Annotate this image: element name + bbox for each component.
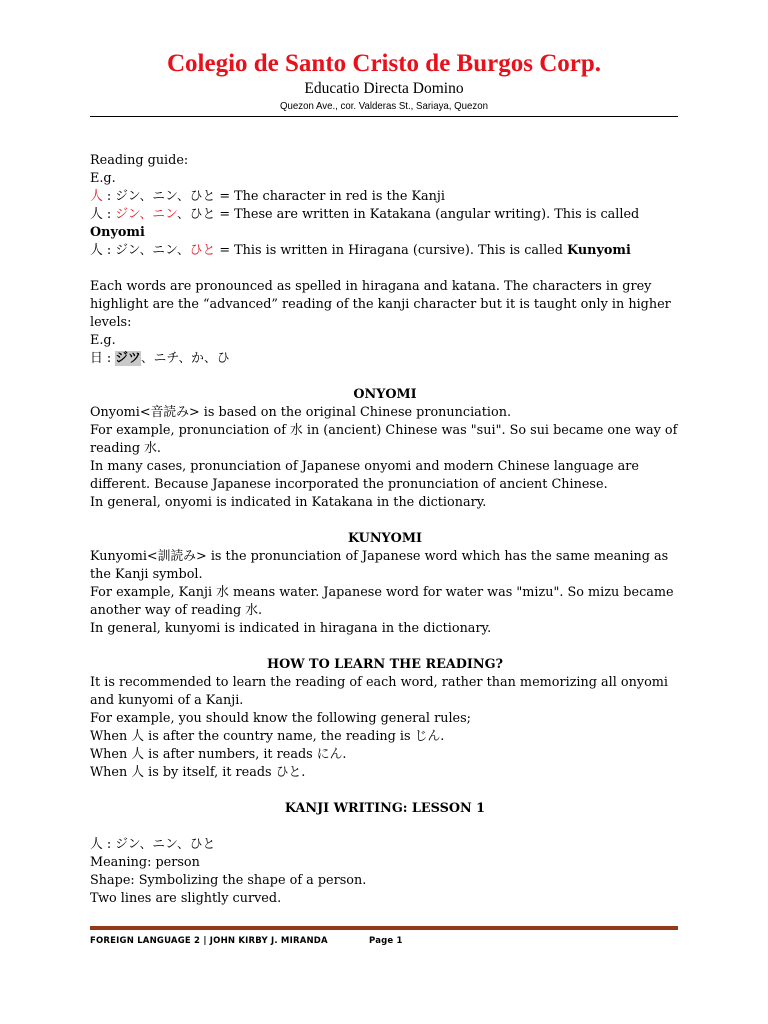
kanji-red: 人 xyxy=(90,189,103,204)
howto-line: For example, you should know the following general rules; xyxy=(90,711,471,726)
howto-line: When 人 is after the country name, the reading is じん. xyxy=(90,729,445,744)
page-footer xyxy=(90,936,680,946)
grey-highlight: ジツ xyxy=(115,351,141,366)
header-divider xyxy=(90,116,678,117)
reading-guide-heading: Reading guide: xyxy=(90,153,189,168)
onyomi-line: In many cases, pronunciation of Japanese onyomi and modern Chinese language are different. Because Japanese incorporated the pronunciation of ancient Chinese. xyxy=(90,459,639,492)
kunyomi-term: Kunyomi xyxy=(567,243,631,258)
lesson-line: 人 : ジン、ニン、ひと xyxy=(90,837,216,852)
school-name: Colegio de Santo Cristo de Burgos Corp. xyxy=(166,50,602,77)
reading-guide-line-2: 人 : ジン、ニン、ひと = These are written in Katakana (angular writing). This is called Onyomi xyxy=(90,207,640,240)
footer-divider xyxy=(90,926,678,930)
katakana-red: ジン、ニン xyxy=(115,207,177,222)
kunyomi-line: For example, Kanji 水 means water. Japanese word for water was "mizu". So mizu became another way of reading 水. xyxy=(90,585,674,618)
onyomi-line: For example, pronunciation of 水 in (ancient) Chinese was "sui". So sui became one way of reading 水. xyxy=(90,423,678,456)
onyomi-heading: ONYOMI xyxy=(353,387,417,402)
pronounce-eg: E.g. xyxy=(90,333,116,348)
school-address: Quezon Ave., cor. Valderas St., Sariaya, Quezon xyxy=(279,100,488,112)
reading-guide-line-1: 人 : ジン、ニン、ひと = The character in red is the Kanji xyxy=(90,189,445,204)
kunyomi-heading: KUNYOMI xyxy=(348,531,422,546)
footer-course-author: FOREIGN LANGUAGE 2 | JOHN KIRBY J. MIRANDA xyxy=(90,936,328,946)
school-motto: Educatio Directa Domino xyxy=(304,80,464,97)
pronounce-paragraph: Each words are pronounced as spelled in hiragana and katana. The characters in grey highlight are the “advanced” reading of the kanji character but it is taught only in higher levels: xyxy=(90,279,671,330)
lesson-line: Shape: Symbolizing the shape of a person. xyxy=(90,873,367,888)
lesson-line: Meaning: person xyxy=(90,855,200,870)
kunyomi-line: Kunyomi<訓読み> is the pronunciation of Japanese word which has the same meaning as the Kanji symbol. xyxy=(90,549,669,582)
onyomi-line: Onyomi<音読み> is based on the original Chinese pronunciation. xyxy=(90,405,512,420)
howto-line: When 人 is after numbers, it reads にん. xyxy=(90,747,347,762)
onyomi-line: In general, onyomi is indicated in Katakana in the dictionary. xyxy=(90,495,487,510)
howto-heading: HOW TO LEARN THE READING? xyxy=(266,657,503,672)
kunyomi-line: In general, kunyomi is indicated in hiragana in the dictionary. xyxy=(90,621,492,636)
document-body xyxy=(90,152,680,908)
hiragana-red: ひと xyxy=(189,243,216,258)
lesson-line: Two lines are slightly curved. xyxy=(90,891,282,906)
pronounce-example: 日 : ジツ、ニチ、か、ひ xyxy=(90,351,230,366)
howto-line: When 人 is by itself, it reads ひと. xyxy=(90,765,306,780)
howto-line: It is recommended to learn the reading of each word, rather than memorizing all onyomi and kunyomi of a Kanji. xyxy=(90,675,669,708)
reading-guide-line-3: 人 : ジン、ニン、ひと = This is written in Hiragana (cursive). This is called Kunyomi xyxy=(90,243,631,258)
onyomi-term: Onyomi xyxy=(90,225,145,240)
lesson-heading: KANJI WRITING: LESSON 1 xyxy=(284,801,486,816)
reading-guide-eg: E.g. xyxy=(90,171,116,186)
page-number: Page 1 xyxy=(369,936,403,946)
